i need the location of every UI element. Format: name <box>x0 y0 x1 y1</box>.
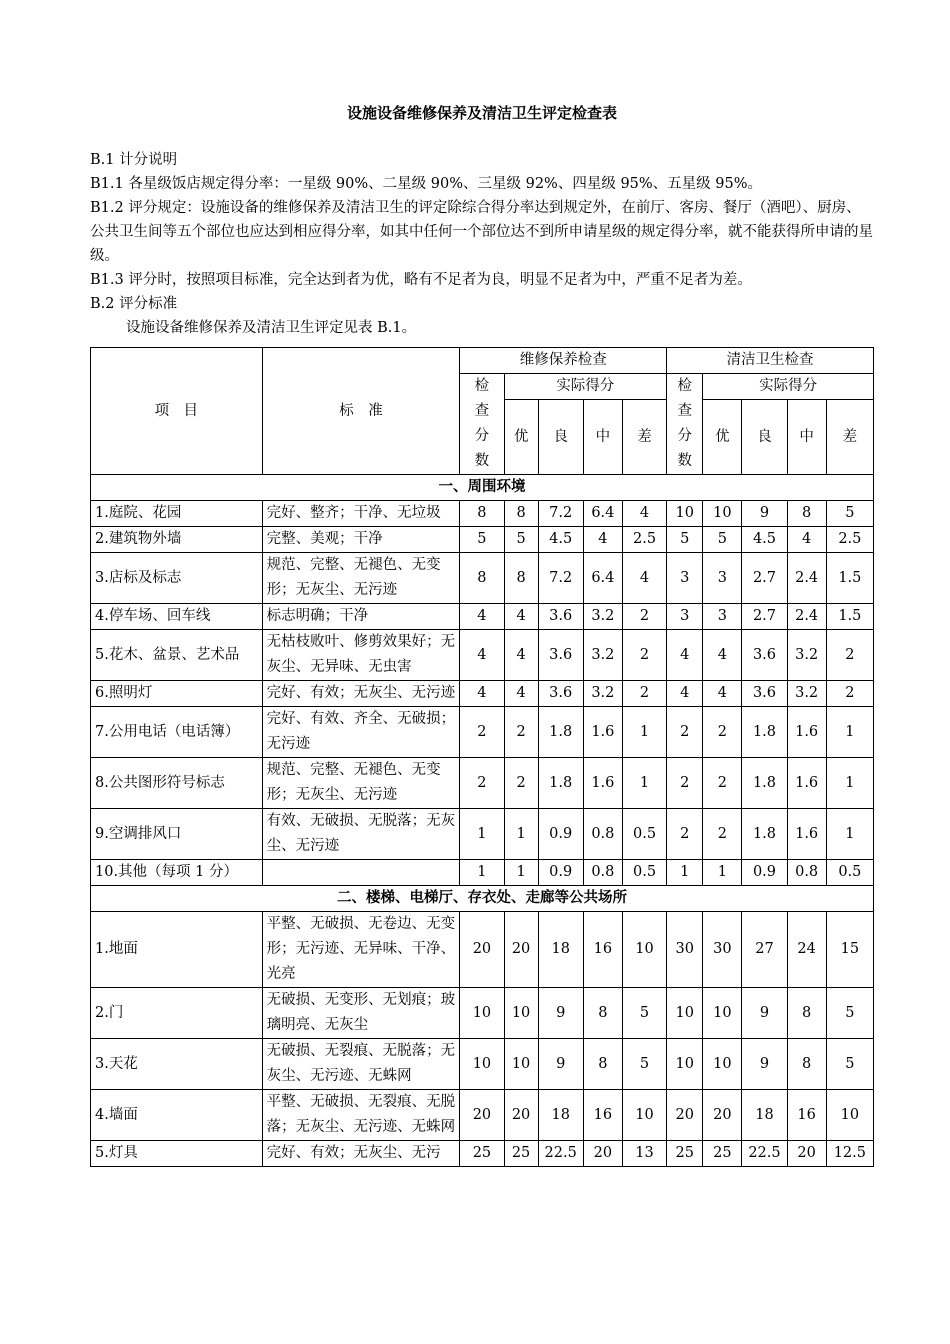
cleaning-score-cell: 3 <box>667 553 703 604</box>
item-cell: 5.花木、盆景、艺术品 <box>91 630 263 681</box>
cleaning-score-cell: 20 <box>787 1141 826 1167</box>
paragraph-b2: B.2 评分标准 <box>90 296 178 312</box>
maintenance-score-cell: 0.5 <box>622 809 666 860</box>
table-row <box>91 1141 874 1167</box>
maintenance-score-cell: 4 <box>504 630 538 681</box>
maintenance-score-cell: 2 <box>622 604 666 630</box>
cleaning-score-cell: 1.8 <box>742 758 787 809</box>
item-cell: 2.门 <box>91 988 263 1039</box>
maintenance-score-cell: 1.6 <box>583 707 622 758</box>
maintenance-score-cell: 10 <box>460 1039 504 1090</box>
maintenance-score-cell: 25 <box>460 1141 504 1167</box>
standard-cell: 无破损、无变形、无划痕；玻璃明亮、无灰尘 <box>262 988 460 1039</box>
maintenance-score-cell: 4 <box>622 501 666 527</box>
cleaning-score-cell: 2 <box>826 630 873 681</box>
evaluation-table <box>90 347 874 1167</box>
cleaning-score-cell: 4.5 <box>742 527 787 553</box>
standard-cell: 有效、无破损、无脱落；无灰尘、无污迹 <box>262 809 460 860</box>
cleaning-score-cell: 10 <box>703 1039 742 1090</box>
maintenance-score-cell: 0.9 <box>538 860 583 886</box>
maintenance-score-cell: 4 <box>460 604 504 630</box>
cleaning-score-cell: 2.4 <box>787 604 826 630</box>
cleaning-score-cell: 10 <box>667 501 703 527</box>
table-row <box>91 988 874 1039</box>
cleaning-score-cell: 9 <box>742 501 787 527</box>
maintenance-score-cell: 20 <box>504 912 538 988</box>
maintenance-score-cell: 9 <box>538 1039 583 1090</box>
maintenance-score-cell: 8 <box>583 988 622 1039</box>
maintenance-score-cell: 5 <box>622 1039 666 1090</box>
cleaning-score-cell: 10 <box>667 1039 703 1090</box>
standard-cell: 平整、无破损、无裂痕、无脱落；无灰尘、无污迹、无蛛网 <box>262 1090 460 1141</box>
table-row <box>91 809 874 860</box>
maintenance-score-cell: 3.2 <box>583 604 622 630</box>
paragraph-b1: B.1 计分说明 <box>90 152 178 168</box>
cleaning-score-cell: 2.7 <box>742 553 787 604</box>
table-row <box>91 630 874 681</box>
cleaning-score-cell: 4 <box>787 527 826 553</box>
maintenance-score-cell: 7.2 <box>538 553 583 604</box>
maintenance-score-cell: 6.4 <box>583 553 622 604</box>
cleaning-score-cell: 4 <box>703 681 742 707</box>
scoring-notes <box>90 148 874 340</box>
maintenance-score-cell: 2.5 <box>622 527 666 553</box>
table-row <box>91 707 874 758</box>
cleaning-score-cell: 3.6 <box>742 681 787 707</box>
cleaning-score-cell: 3.2 <box>787 681 826 707</box>
cleaning-score-cell: 1.8 <box>742 707 787 758</box>
cleaning-score-cell: 2.7 <box>742 604 787 630</box>
paragraph-b1-3: B1.3 评分时，按照项目标准，完全达到者为优，略有不足者为良，明显不足者为中，严重不足者为差。 <box>90 272 752 288</box>
header-cleaning: 清洁卫生检查 <box>667 348 874 374</box>
maintenance-score-cell: 2 <box>622 681 666 707</box>
item-cell: 4.墙面 <box>91 1090 263 1141</box>
document-title: 设施设备维修保养及清洁卫生评定检查表 <box>346 104 617 122</box>
cleaning-score-cell: 2 <box>703 707 742 758</box>
cleaning-score-cell: 22.5 <box>742 1141 787 1167</box>
maintenance-score-cell: 4 <box>460 630 504 681</box>
standard-cell: 完好、整齐；干净、无垃圾 <box>262 501 460 527</box>
cleaning-score-cell: 9 <box>742 988 787 1039</box>
table-row <box>91 527 874 553</box>
maintenance-score-cell: 8 <box>460 501 504 527</box>
cleaning-score-cell: 10 <box>703 501 742 527</box>
cleaning-score-cell: 10 <box>826 1090 873 1141</box>
cleaning-score-cell: 24 <box>787 912 826 988</box>
cleaning-score-cell: 1 <box>826 758 873 809</box>
maintenance-score-cell: 1 <box>460 809 504 860</box>
maintenance-score-cell: 7.2 <box>538 501 583 527</box>
table-row <box>91 1039 874 1090</box>
cleaning-score-cell: 30 <box>703 912 742 988</box>
cleaning-score-cell: 2 <box>703 809 742 860</box>
cleaning-score-cell: 4 <box>667 681 703 707</box>
item-cell: 1.庭院、花园 <box>91 501 263 527</box>
cleaning-score-cell: 1.5 <box>826 553 873 604</box>
maintenance-score-cell: 1 <box>622 707 666 758</box>
cleaning-score-cell: 1.6 <box>787 758 826 809</box>
cleaning-score-cell: 5 <box>826 501 873 527</box>
maintenance-score-cell: 3.6 <box>538 630 583 681</box>
cleaning-score-cell: 20 <box>703 1090 742 1141</box>
cleaning-score-cell: 8 <box>787 1039 826 1090</box>
header-grade-excellent: 优 <box>504 400 538 475</box>
cleaning-score-cell: 1.5 <box>826 604 873 630</box>
standard-cell: 无破损、无裂痕、无脱落；无灰尘、无污迹、无蛛网 <box>262 1039 460 1090</box>
header-grade-excellent: 优 <box>703 400 742 475</box>
header-standard: 标 准 <box>262 348 460 475</box>
header-maint-actual: 实际得分 <box>504 374 667 400</box>
standard-cell: 规范、完整、无褪色、无变形；无灰尘、无污迹 <box>262 758 460 809</box>
cleaning-score-cell: 3.2 <box>787 630 826 681</box>
maintenance-score-cell: 8 <box>460 553 504 604</box>
cleaning-score-cell: 3.6 <box>742 630 787 681</box>
cleaning-score-cell: 4 <box>667 630 703 681</box>
header-clean-check-score: 检 查 分 数 <box>667 374 703 475</box>
maintenance-score-cell: 1.8 <box>538 758 583 809</box>
header-maintenance: 维修保养检查 <box>460 348 667 374</box>
standard-cell: 完好、有效；无灰尘、无污 <box>262 1141 460 1167</box>
standard-cell: 无枯枝败叶、修剪效果好；无灰尘、无异味、无虫害 <box>262 630 460 681</box>
maintenance-score-cell: 1 <box>460 860 504 886</box>
maintenance-score-cell: 4 <box>622 553 666 604</box>
maintenance-score-cell: 9 <box>538 988 583 1039</box>
paragraph-b1-1: B1.1 各星级饭店规定得分率：一星级 90%、二星级 90%、三星级 92%、四星级 95%、五星级 95%。 <box>90 176 763 192</box>
table-body <box>91 475 874 1167</box>
header-grade-poor: 差 <box>622 400 666 475</box>
maintenance-score-cell: 2 <box>460 707 504 758</box>
standard-cell: 完好、有效；无灰尘、无污迹 <box>262 681 460 707</box>
header-grade-fair: 中 <box>787 400 826 475</box>
maintenance-score-cell: 10 <box>622 912 666 988</box>
standard-cell: 标志明确；干净 <box>262 604 460 630</box>
cleaning-score-cell: 5 <box>667 527 703 553</box>
header-grade-good: 良 <box>538 400 583 475</box>
maintenance-score-cell: 16 <box>583 1090 622 1141</box>
cleaning-score-cell: 2.4 <box>787 553 826 604</box>
maintenance-score-cell: 1 <box>622 758 666 809</box>
table-row <box>91 758 874 809</box>
table-row <box>91 553 874 604</box>
header-grade-poor: 差 <box>826 400 873 475</box>
cleaning-score-cell: 0.9 <box>742 860 787 886</box>
maintenance-score-cell: 2 <box>504 758 538 809</box>
section-title: 二、楼梯、电梯厅、存衣处、走廊等公共场所 <box>91 886 874 912</box>
cleaning-score-cell: 15 <box>826 912 873 988</box>
cleaning-score-cell: 12.5 <box>826 1141 873 1167</box>
cleaning-score-cell: 5 <box>703 527 742 553</box>
header-row-1 <box>91 348 874 374</box>
item-cell: 7.公用电话（电话簿） <box>91 707 263 758</box>
maintenance-score-cell: 20 <box>460 1090 504 1141</box>
cleaning-score-cell: 1 <box>703 860 742 886</box>
cleaning-score-cell: 0.8 <box>787 860 826 886</box>
cleaning-score-cell: 0.5 <box>826 860 873 886</box>
item-cell: 1.地面 <box>91 912 263 988</box>
header-grade-good: 良 <box>742 400 787 475</box>
item-cell: 4.停车场、回车线 <box>91 604 263 630</box>
item-cell: 8.公共图形符号标志 <box>91 758 263 809</box>
section-row <box>91 475 874 501</box>
maintenance-score-cell: 4 <box>504 604 538 630</box>
maintenance-score-cell: 0.9 <box>538 809 583 860</box>
cleaning-score-cell: 2 <box>667 809 703 860</box>
maintenance-score-cell: 8 <box>504 501 538 527</box>
cleaning-score-cell: 20 <box>667 1090 703 1141</box>
maintenance-score-cell: 4 <box>460 681 504 707</box>
maintenance-score-cell: 8 <box>504 553 538 604</box>
cleaning-score-cell: 3 <box>703 604 742 630</box>
cleaning-score-cell: 10 <box>667 988 703 1039</box>
table-intro: 设施设备维修保养及清洁卫生评定见表 B.1。 <box>126 320 417 336</box>
cleaning-score-cell: 10 <box>703 988 742 1039</box>
maintenance-score-cell: 0.8 <box>583 860 622 886</box>
maintenance-score-cell: 3.2 <box>583 681 622 707</box>
maintenance-score-cell: 25 <box>504 1141 538 1167</box>
item-cell: 3.天花 <box>91 1039 263 1090</box>
maintenance-score-cell: 8 <box>583 1039 622 1090</box>
maintenance-score-cell: 0.8 <box>583 809 622 860</box>
maintenance-score-cell: 18 <box>538 1090 583 1141</box>
cleaning-score-cell: 2 <box>826 681 873 707</box>
maintenance-score-cell: 20 <box>583 1141 622 1167</box>
cleaning-score-cell: 2 <box>703 758 742 809</box>
maintenance-score-cell: 10 <box>504 988 538 1039</box>
cleaning-score-cell: 2 <box>667 758 703 809</box>
maintenance-score-cell: 6.4 <box>583 501 622 527</box>
maintenance-score-cell: 10 <box>504 1039 538 1090</box>
item-cell: 10.其他（每项 1 分） <box>91 860 263 886</box>
maintenance-score-cell: 10 <box>460 988 504 1039</box>
maintenance-score-cell: 13 <box>622 1141 666 1167</box>
paragraph-b1-2: B1.2 评分规定：设施设备的维修保养及清洁卫生的评定除综合得分率达到规定外，在前厅、客房、餐厅（酒吧）、厨房、公共卫生间等五个部位也应达到相应得分率，如其中任何一个部位达不到所申请星级的规定得分率，就不能获得所申请的星级。 <box>90 200 873 264</box>
maintenance-score-cell: 4.5 <box>538 527 583 553</box>
cleaning-score-cell: 8 <box>787 988 826 1039</box>
cleaning-score-cell: 1.6 <box>787 707 826 758</box>
maintenance-score-cell: 1.6 <box>583 758 622 809</box>
standard-cell: 完好、有效、齐全、无破损；无污迹 <box>262 707 460 758</box>
maintenance-score-cell: 16 <box>583 912 622 988</box>
table-row <box>91 501 874 527</box>
table-row <box>91 681 874 707</box>
header-maint-check-score: 检 查 分 数 <box>460 374 504 475</box>
maintenance-score-cell: 0.5 <box>622 860 666 886</box>
cleaning-score-cell: 5 <box>826 1039 873 1090</box>
cleaning-score-cell: 3 <box>703 553 742 604</box>
header-clean-actual: 实际得分 <box>703 374 874 400</box>
section-title: 一、周围环境 <box>91 475 874 501</box>
table-row <box>91 912 874 988</box>
cleaning-score-cell: 30 <box>667 912 703 988</box>
maintenance-score-cell: 4 <box>504 681 538 707</box>
cleaning-score-cell: 1.6 <box>787 809 826 860</box>
maintenance-score-cell: 4 <box>583 527 622 553</box>
maintenance-score-cell: 1 <box>504 860 538 886</box>
standard-cell <box>262 860 460 886</box>
maintenance-score-cell: 5 <box>504 527 538 553</box>
maintenance-score-cell: 5 <box>622 988 666 1039</box>
header-item: 项 目 <box>91 348 263 475</box>
maintenance-score-cell: 20 <box>504 1090 538 1141</box>
maintenance-score-cell: 20 <box>460 912 504 988</box>
table-row <box>91 604 874 630</box>
item-cell: 5.灯具 <box>91 1141 263 1167</box>
cleaning-score-cell: 2 <box>667 707 703 758</box>
cleaning-score-cell: 8 <box>787 501 826 527</box>
table-row <box>91 860 874 886</box>
cleaning-score-cell: 5 <box>826 988 873 1039</box>
maintenance-score-cell: 2 <box>460 758 504 809</box>
header-grade-fair: 中 <box>583 400 622 475</box>
cleaning-score-cell: 27 <box>742 912 787 988</box>
cleaning-score-cell: 18 <box>742 1090 787 1141</box>
cleaning-score-cell: 25 <box>703 1141 742 1167</box>
cleaning-score-cell: 1 <box>667 860 703 886</box>
cleaning-score-cell: 1 <box>826 707 873 758</box>
maintenance-score-cell: 1 <box>504 809 538 860</box>
standard-cell: 平整、无破损、无卷边、无变形；无污迹、无异味、干净、光亮 <box>262 912 460 988</box>
maintenance-score-cell: 2 <box>622 630 666 681</box>
maintenance-score-cell: 2 <box>504 707 538 758</box>
section-row <box>91 886 874 912</box>
maintenance-score-cell: 3.2 <box>583 630 622 681</box>
standard-cell: 完整、美观；干净 <box>262 527 460 553</box>
maintenance-score-cell: 10 <box>622 1090 666 1141</box>
cleaning-score-cell: 2.5 <box>826 527 873 553</box>
maintenance-score-cell: 5 <box>460 527 504 553</box>
item-cell: 9.空调排风口 <box>91 809 263 860</box>
cleaning-score-cell: 1.8 <box>742 809 787 860</box>
cleaning-score-cell: 1 <box>826 809 873 860</box>
cleaning-score-cell: 4 <box>703 630 742 681</box>
item-cell: 6.照明灯 <box>91 681 263 707</box>
cleaning-score-cell: 25 <box>667 1141 703 1167</box>
cleaning-score-cell: 16 <box>787 1090 826 1141</box>
item-cell: 2.建筑物外墙 <box>91 527 263 553</box>
table-row <box>91 1090 874 1141</box>
item-cell: 3.店标及标志 <box>91 553 263 604</box>
maintenance-score-cell: 22.5 <box>538 1141 583 1167</box>
maintenance-score-cell: 18 <box>538 912 583 988</box>
maintenance-score-cell: 3.6 <box>538 604 583 630</box>
cleaning-score-cell: 9 <box>742 1039 787 1090</box>
maintenance-score-cell: 1.8 <box>538 707 583 758</box>
standard-cell: 规范、完整、无褪色、无变形；无灰尘、无污迹 <box>262 553 460 604</box>
cleaning-score-cell: 3 <box>667 604 703 630</box>
maintenance-score-cell: 3.6 <box>538 681 583 707</box>
